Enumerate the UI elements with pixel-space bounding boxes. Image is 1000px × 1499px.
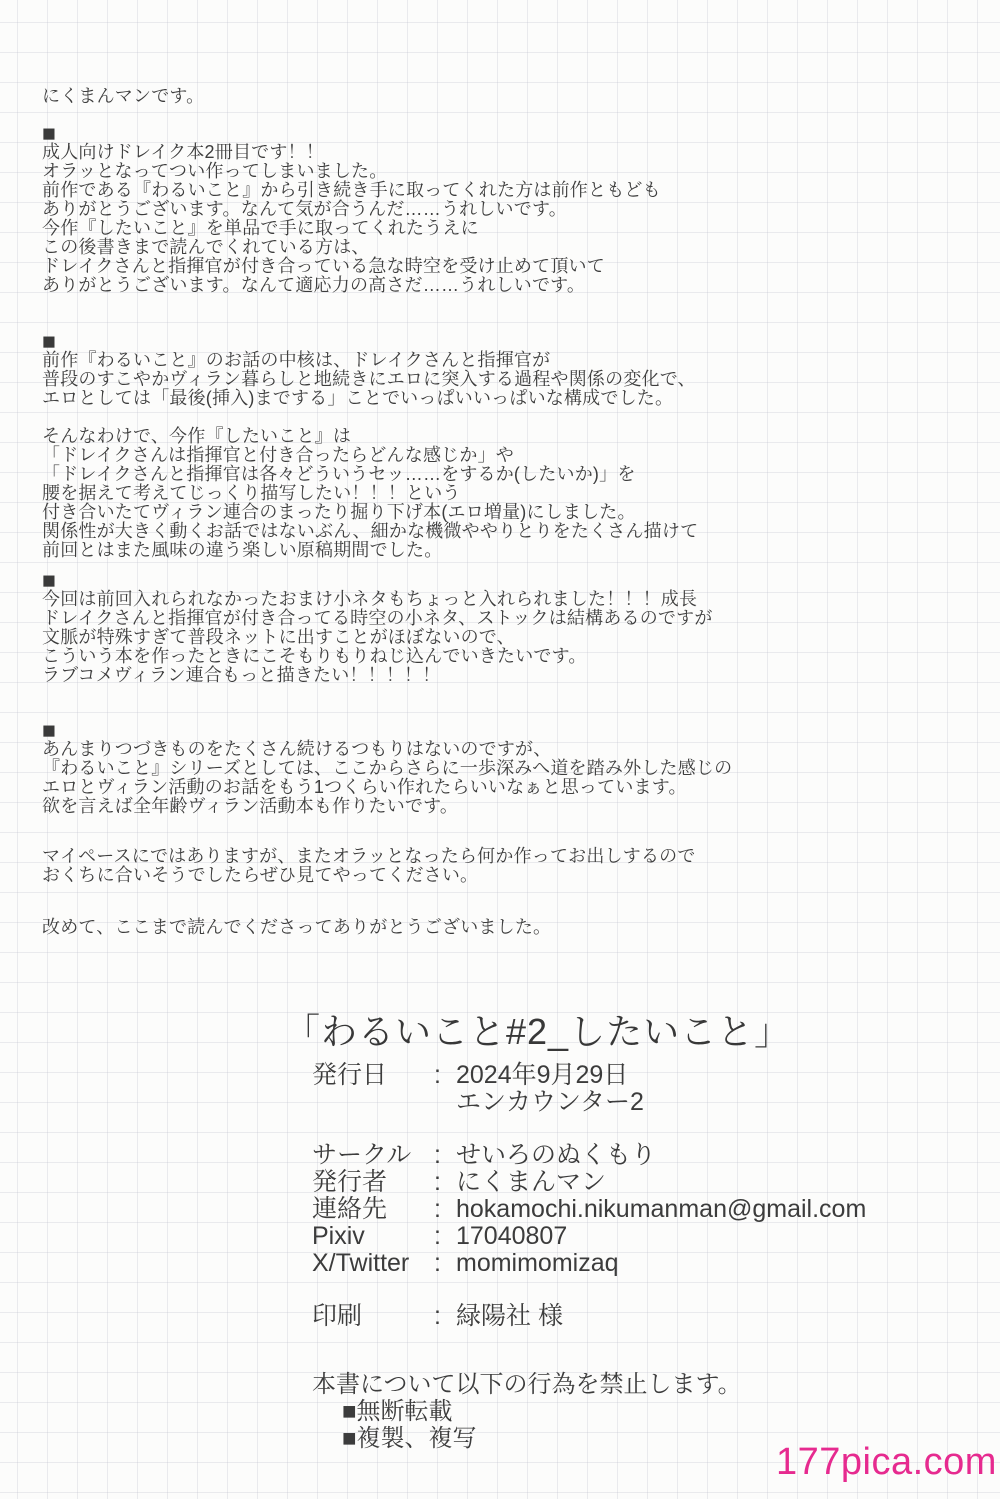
afterword-section-3: [42, 567, 713, 685]
colophon-value: momimomizaq: [456, 1249, 619, 1277]
text-line: オラッとなってつい作ってしまいました。: [42, 161, 388, 181]
thanks-line: 改めて、ここまで読んでくださってありがとうございました。: [42, 917, 552, 937]
section-marker: ■: [42, 120, 56, 146]
text-line: 前作『わるいこと』のお話の中核は、ドレイクさんと指揮官が: [42, 350, 551, 370]
text-line: 『わるいこと』シリーズとしては、ここからさらに一歩深みへ道を踏み外した感じの: [42, 758, 733, 778]
text-line: マイペースにではありますが、またオラッとなったら何か作ってお出しするので: [42, 846, 696, 866]
text-line: 今回は前回入れられなかったおまけ小ネタもちょっと入れられました！！！成長: [42, 589, 698, 609]
text-line: ありがとうございます。なんて気が合うんだ……うれしいです。: [42, 199, 567, 219]
colophon-value: 2024年9月29日 エンカウンター2: [456, 1061, 644, 1116]
afterword-section-4: [42, 717, 733, 816]
prohibition-items: [312, 1398, 742, 1452]
text-line: 付き合いたてヴィラン連合のまったり掘り下げ本(エロ増量)にしました。: [42, 502, 636, 522]
prohibition-block: [312, 1371, 742, 1452]
section-marker: ■: [42, 328, 56, 354]
colophon-title: 「わるいこと#2_したいこと」: [284, 1011, 792, 1052]
colophon-value: 緑陽社 様: [456, 1302, 563, 1330]
colophon-rows: [312, 1062, 866, 1330]
prohibition-item: ■複製、複写: [342, 1425, 477, 1452]
colophon-row: [312, 1062, 866, 1116]
colophon-row: [312, 1169, 866, 1196]
colophon-colon: :: [434, 1168, 441, 1196]
text-line: エロとヴィラン活動のお話をもう1つくらい作れたらいいなぁと思っています。: [42, 777, 687, 797]
text-line: 成人向けドレイク本2冊目です！！: [42, 142, 324, 162]
colophon-row: [312, 1223, 866, 1250]
colophon-colon: :: [434, 1222, 441, 1250]
colophon-row: [312, 1303, 866, 1330]
text-line: 「ドレイクさんと指揮官は各々どういうセッ……をするか(したいか)」を: [42, 464, 636, 484]
text-line: 文脈が特殊すぎて普段ネットに出すことがほぼないので、: [42, 627, 515, 647]
text-line: エロとしては「最後(挿入)までする」ことでいっぱいいっぱいな構成でした。: [42, 388, 674, 408]
colophon-row: [312, 1196, 866, 1223]
colophon-value: にくまんマン: [456, 1168, 607, 1196]
text-line: おくちに合いそうでしたらぜひ見てやってください。: [42, 865, 479, 885]
colophon-label: 発行者: [312, 1168, 388, 1196]
section-marker: ■: [42, 567, 56, 593]
intro-line: にくまんマンです。: [42, 86, 205, 106]
colophon-value: せいろのぬくもり: [456, 1141, 657, 1169]
text-line: あんまりつづきものをたくさん続けるつもりはないのですが、: [42, 739, 552, 759]
colophon-label: 発行日: [312, 1061, 388, 1089]
text-line: ドレイクさんと指揮官が付き合っている急な時空を受け止めて頂いて: [42, 256, 605, 276]
colophon-label: サークル: [312, 1141, 412, 1169]
colophon-colon: :: [434, 1195, 441, 1223]
colophon-value: hokamochi.nikumanman@gmail.com: [456, 1195, 867, 1223]
text-line: ドレイクさんと指揮官が付き合ってる時空の小ネタ、ストックは結構あるのですが: [42, 608, 713, 628]
text-line: 腰を据えて考えてじっくり描写したい！！！という: [42, 483, 461, 503]
text-line: 前作である『わるいこと』から引き続き手に取ってくれた方は前作ともども: [42, 180, 661, 200]
text-line: 今作『したいこと』を単品で手に取ってくれたうえに: [42, 218, 479, 238]
text-line: そんなわけで、今作『したいこと』は: [42, 426, 352, 446]
colophon-label: 連絡先: [312, 1195, 388, 1223]
colophon-label: Pixiv: [312, 1222, 365, 1250]
text-line: こういう本を作ったときにこそもりもりねじ込んでいきたいです。: [42, 646, 587, 666]
text-line: 「ドレイクさんは指揮官と付き合ったらどんな感じか」や: [42, 445, 514, 465]
afterword-section-2: [42, 328, 699, 560]
afterword-section-1: [42, 120, 661, 295]
text-line: この後書きまで読んでくれている方は、: [42, 237, 370, 257]
colophon-row: [312, 1250, 866, 1277]
text-line: 前回とはまた風味の違う楽しい原稿期間でした。: [42, 540, 443, 560]
text-line: 普段のすこやかヴィラン暮らしと地続きにエロに突入する過程や関係の変化で、: [42, 369, 696, 389]
section-marker: ■: [42, 717, 56, 743]
closing-paragraph: [42, 847, 696, 885]
text-line: 欲を言えば全年齢ヴィラン活動本も作りたいです。: [42, 796, 459, 816]
colophon-value: 17040807: [456, 1222, 568, 1250]
colophon-colon: :: [434, 1141, 441, 1169]
colophon-label: 印刷: [312, 1302, 363, 1330]
colophon-label: X/Twitter: [312, 1249, 410, 1277]
colophon-value-line2: エンカウンター2: [456, 1088, 644, 1116]
text-line: ラブコメヴィラン連合もっと描きたい！！！！！: [42, 665, 441, 685]
colophon-colon: :: [434, 1061, 441, 1089]
colophon-colon: :: [434, 1249, 441, 1277]
colophon-colon: :: [434, 1302, 441, 1330]
prohibition-heading: 本書について以下の行為を禁止します。: [312, 1371, 742, 1398]
text-line: ありがとうございます。なんて適応力の高さだ……うれしいです。: [42, 275, 586, 295]
text-line: 関係性が大きく動くお話ではないぶん、細かな機微ややりとりをたくさん描けて: [42, 521, 699, 541]
text-line: [42, 408, 698, 427]
prohibition-item: ■無断転載: [342, 1398, 453, 1425]
colophon-row: [312, 1142, 866, 1169]
watermark-text: 177pica.com: [776, 1441, 997, 1483]
